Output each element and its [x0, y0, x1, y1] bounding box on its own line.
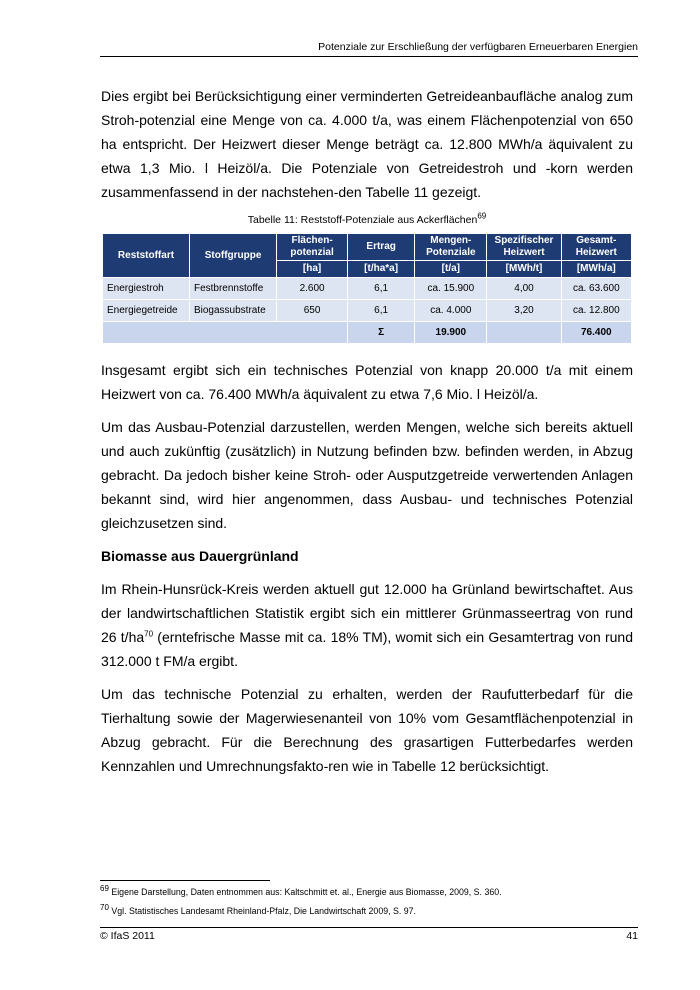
unit-ha: [ha] [277, 261, 348, 278]
footnotes [100, 883, 640, 921]
paragraph-1: Dies ergibt bei Berücksichtigung einer verminderten Getreideanbaufläche analog zum Stroh-potenzial eine Menge von ca. 4.000 t/a, was einem Flächenpotenzial von 650 ha entspricht. Der Heizwert dieser Menge beträgt ca. 12.800 MWh/a äquivalent zu etwa 1,3 Mio. l Heizöl/a. Die Potenziale von Getreidestroh und -korn werden zusammenfassend in der nachstehen-den Tabelle 11 gezeigt. [101, 88, 633, 200]
paragraph-4 [101, 577, 633, 673]
table-row [103, 278, 632, 300]
cell-reststoffart: Energiestroh [103, 278, 190, 300]
section-heading: Biomasse aus Dauergrünland [101, 548, 299, 564]
col-header-stoffgruppe: Stoffgruppe [189, 234, 276, 278]
cell-gesamtheizwert: ca. 12.800 [561, 300, 631, 322]
total-heizwert: 76.400 [561, 322, 631, 344]
footnote-text: Eigene Darstellung, Daten entnommen aus: Kaltschmitt et. al., Energie aus Biomasse, 2009, S. 360. [108, 887, 502, 897]
cell-stoffgruppe: Festbrennstoffe [189, 278, 276, 300]
cell-flaechenpotenzial: 650 [277, 300, 348, 322]
cell-spez-heizwert: 3,20 [487, 300, 561, 322]
cell-mengenpotenzial: ca. 4.000 [415, 300, 487, 322]
footnote-text: Vgl. Statistisches Landesamt Rheinland-Pfalz, Die Landwirtschaft 2009, S. 97. [108, 906, 416, 916]
paragraph-5: Um das technische Potenzial zu erhalten, werden der Raufutterbedarf für die Tierhaltung sowie der Magerwiesenanteil von 10% vom Gesamtflächenpotenzial in Abzug gebracht. Für die Berechnung des grasartigen Futterbedarfes werden Kennzahlen und Umrechnungsfakto-ren wie in Tabelle 12 berücksichtigt. [101, 686, 633, 774]
total-empty-cell [103, 322, 348, 344]
cell-spez-heizwert: 4,00 [487, 278, 561, 300]
table-caption-text: Tabelle 11: Reststoff-Potenziale aus Ackerflächen [247, 214, 478, 226]
header-divider [100, 56, 638, 57]
cell-flaechenpotenzial: 2.600 [277, 278, 348, 300]
footnote-69 [100, 883, 640, 902]
footnote-number: 70 [100, 903, 109, 913]
main-content [101, 84, 633, 787]
unit-mwh-a: [MWh/a] [561, 261, 631, 278]
cell-gesamtheizwert: ca. 63.600 [561, 278, 631, 300]
running-header: Potenziale zur Erschließung der verfügbaren Erneuerbaren Energien [318, 41, 638, 53]
page-number: 41 [626, 930, 638, 942]
footnote-ref-70: 70 [144, 629, 154, 639]
col-header-ertrag: Ertrag [348, 234, 415, 261]
cell-ertrag: 6,1 [348, 278, 415, 300]
footnote-divider [100, 880, 270, 881]
paragraph-3: Um das Ausbau-Potenzial darzustellen, werden Mengen, welche sich bereits aktuell und auch zukünftig (zusätzlich) in Nutzung befinden bzw. befinden werden, in Abzug gebracht. Da jedoch bisher keine Stroh- oder Ausputzgetreide verwertenden Anlagen bekannt sind, wird hier angenommen, dass Ausbau- und technisches Potenzial gleichzusetzen sind. [101, 419, 633, 531]
unit-t-ha-a: [t/ha*a] [348, 261, 415, 278]
total-mengen: 19.900 [415, 322, 487, 344]
col-header-flaechenpotenzial: Flächen-potenzial [277, 234, 348, 261]
table-row [103, 300, 632, 322]
cell-ertrag: 6,1 [348, 300, 415, 322]
unit-t-a: [t/a] [415, 261, 487, 278]
table-caption [101, 213, 633, 227]
col-header-reststoffart: Reststoffart [103, 234, 190, 278]
cell-stoffgruppe: Biogassubstrate [189, 300, 276, 322]
table-total-row [103, 322, 632, 344]
col-header-spezifischer-heizwert: Spezifischer Heizwert [487, 234, 561, 261]
paragraph-2: Insgesamt ergibt sich ein technisches Potenzial von knapp 20.000 t/a mit einem Heizwert von ca. 76.400 MWh/a äquivalent zu etwa 7,6 Mio. l Heizöl/a. [101, 362, 633, 402]
footer-copyright: © IfaS 2011 [100, 930, 155, 942]
reststoff-table [102, 233, 632, 344]
cell-mengenpotenzial: ca. 15.900 [415, 278, 487, 300]
unit-mwh-t: [MWh/t] [487, 261, 561, 278]
col-header-mengenpotenziale: Mengen-Potenziale [415, 234, 487, 261]
footnote-70 [100, 902, 640, 921]
total-empty-cell-2 [487, 322, 561, 344]
total-sum-symbol: Σ [348, 322, 415, 344]
footnote-ref-69: 69 [477, 211, 487, 221]
col-header-gesamtheizwert: Gesamt-Heizwert [561, 234, 631, 261]
footer-divider [100, 927, 638, 928]
cell-reststoffart: Energiegetreide [103, 300, 190, 322]
paragraph-4-part-a: Im Rhein-Hunsrück-Kreis werden aktuell gut 12.000 ha Grünland bewirtschaftet. Aus der landwirtschaftlichen Statistik ergibt sich ein mittlerer Grünmasseertrag von rund 26 t/ha [101, 581, 633, 645]
footnote-number: 69 [100, 884, 109, 894]
paragraph-4-part-b: (erntefrische Masse mit ca. 18% TM), womit sich ein Gesamtertrag von rund 312.000 t FM/a ergibt. [101, 629, 633, 669]
